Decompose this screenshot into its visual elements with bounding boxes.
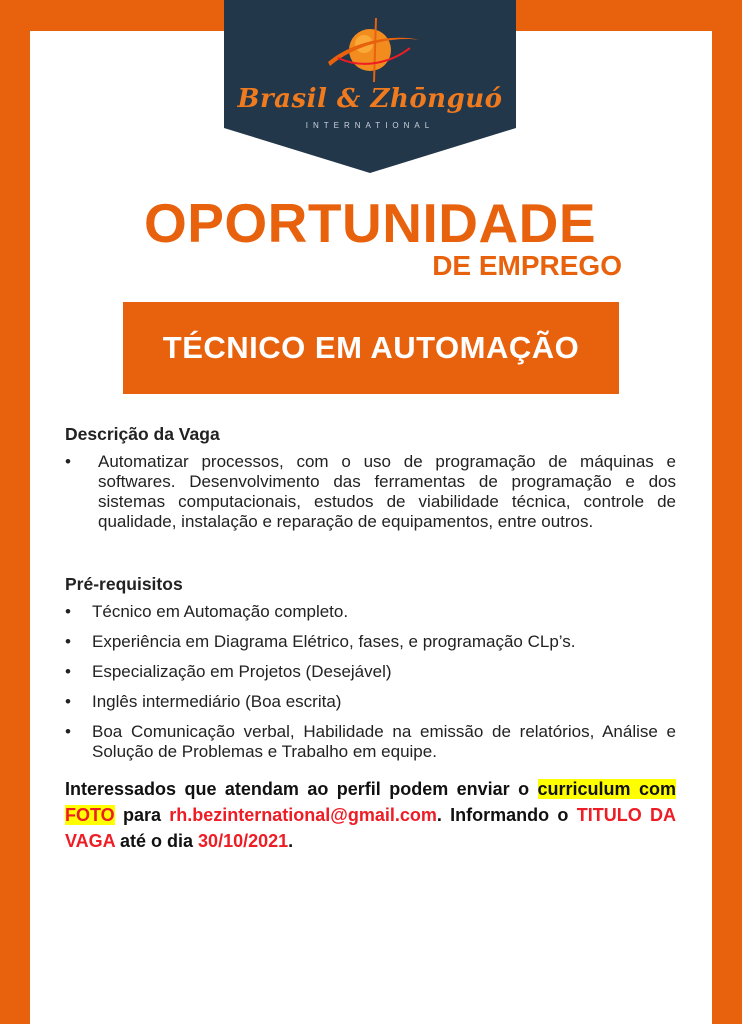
- contact-email-link[interactable]: rh.bezinternational@gmail.com: [169, 805, 437, 825]
- cta-text: para: [114, 805, 170, 825]
- brand-subtitle: INTERNATIONAL: [305, 121, 435, 130]
- list-item: • Automatizar processos, com o uso de programação de máquinas e softwares. Desenvolvimento das ferramentas de programação e dos sistemas computacionais, estudos de viabilidade técnica, controle de qualidade, instalação e reparação de equipamentos, entre outros.: [65, 452, 676, 532]
- list-item: • Boa Comunicação verbal, Habilidade na emissão de relatórios, Análise e Solução de Problemas e Trabalho em equipe.: [65, 722, 676, 762]
- cta-text: Interessados que atendam ao perfil podem enviar o: [65, 779, 538, 799]
- requirements-list: [65, 602, 676, 762]
- list-item: • Experiência em Diagrama Elétrico, fases, e programação CLp’s.: [65, 632, 676, 652]
- list-item: • Técnico em Automação completo.: [65, 602, 676, 622]
- cta-highlight-text: curriculum com: [537, 779, 676, 799]
- cta-text: . Informando o: [436, 805, 577, 825]
- cta-text: até o dia: [115, 831, 199, 851]
- description-heading: Descrição da Vaga: [65, 424, 220, 444]
- cta-photo-text: FOTO: [65, 805, 115, 825]
- description-list: [65, 452, 676, 532]
- job-title: TÉCNICO EM AUTOMAÇÃO: [162, 330, 580, 365]
- brand-name: Brasil & Zhōnguó: [237, 84, 503, 114]
- job-title-box: [123, 302, 619, 394]
- deadline-date: 30/10/2021: [198, 831, 289, 851]
- requirements-heading: Pré-requisitos: [65, 574, 183, 594]
- application-instructions: [65, 776, 676, 854]
- list-item: • Inglês intermediário (Boa escrita): [65, 692, 676, 712]
- list-item: • Especialização em Projetos (Desejável): [65, 662, 676, 682]
- job-content: [65, 424, 676, 854]
- headline-main: OPORTUNIDADE: [143, 192, 597, 254]
- cta-vaga-text: TITULO DA VAGA: [65, 805, 676, 851]
- cta-text: .: [288, 831, 294, 851]
- headline-sub: DE EMPREGO: [432, 250, 622, 281]
